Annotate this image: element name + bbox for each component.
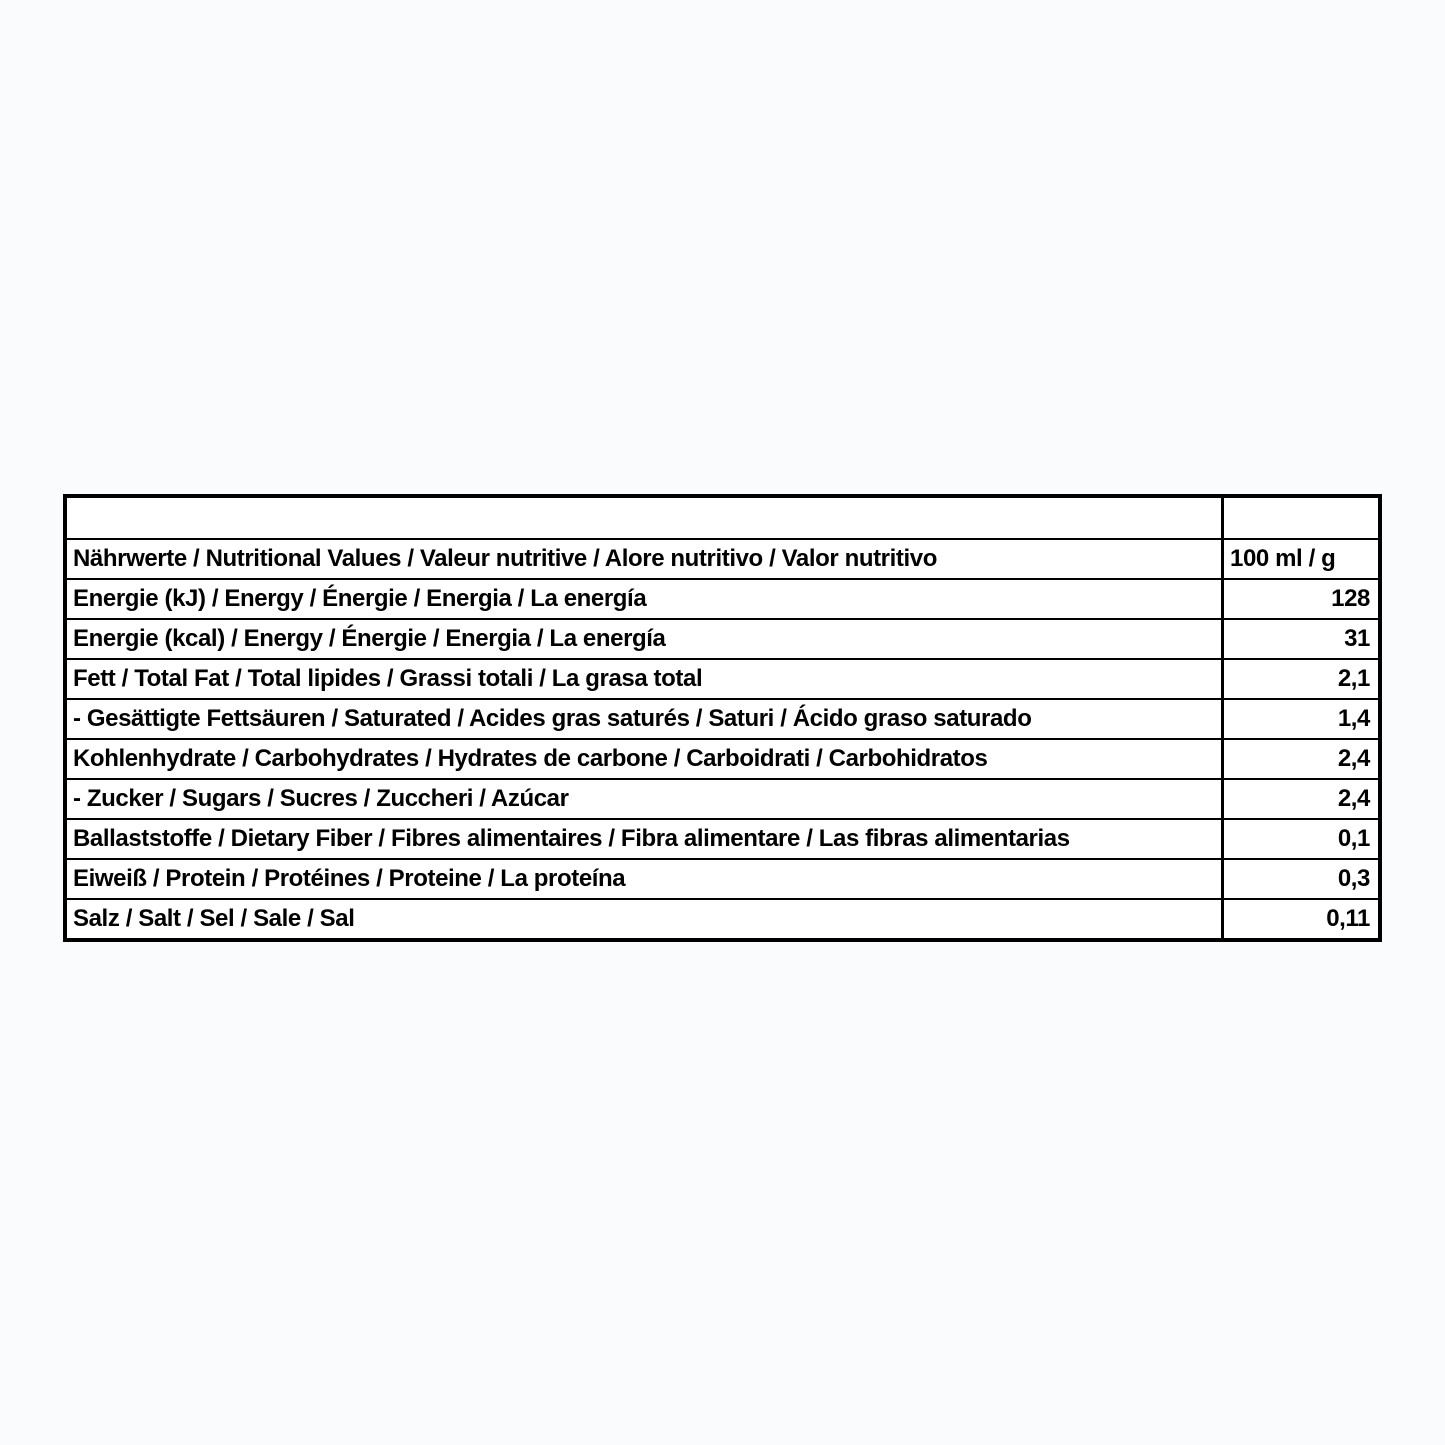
- table-row: [67, 778, 1378, 818]
- table-row: [67, 698, 1378, 738]
- table-header-row: [67, 538, 1378, 578]
- row-label: - Gesättigte Fettsäuren / Saturated / Acides gras saturés / Saturi / Ácido graso saturado: [73, 705, 1032, 732]
- row-value: 2,1: [1221, 660, 1378, 698]
- row-value: 128: [1221, 580, 1378, 618]
- row-label: Salz / Salt / Sel / Sale / Sal: [73, 905, 355, 932]
- row-label: Kohlenhydrate / Carbohydrates / Hydrates de carbone / Carboidrati / Carbohidratos: [73, 745, 988, 772]
- table-row: [67, 818, 1378, 858]
- row-label: Fett / Total Fat / Total lipides / Grassi totali / La grasa total: [73, 665, 703, 692]
- row-value: 1,4: [1221, 700, 1378, 738]
- row-value: 2,4: [1221, 740, 1378, 778]
- row-value: 0,1: [1221, 820, 1378, 858]
- row-value: 2,4: [1221, 780, 1378, 818]
- header-label: Nährwerte / Nutritional Values / Valeur nutritive / Alore nutritivo / Valor nutritivo: [73, 545, 937, 572]
- table-row: [67, 738, 1378, 778]
- table-row: [67, 858, 1378, 898]
- table-row: [67, 898, 1378, 938]
- row-value: 0,11: [1221, 900, 1378, 938]
- row-label: Ballaststoffe / Dietary Fiber / Fibres alimentaires / Fibra alimentare / Las fibras alimentarias: [73, 825, 1070, 852]
- row-value: 31: [1221, 620, 1378, 658]
- row-label: Energie (kJ) / Energy / Énergie / Energia / La energía: [73, 585, 647, 612]
- table-row: [67, 578, 1378, 618]
- row-label: Energie (kcal) / Energy / Énergie / Energia / La energía: [73, 625, 666, 652]
- row-label: - Zucker / Sugars / Sucres / Zuccheri / Azúcar: [73, 785, 569, 812]
- row-value: 0,3: [1221, 860, 1378, 898]
- table-row: [67, 658, 1378, 698]
- empty-header-value-cell: [1221, 498, 1378, 538]
- nutrition-table: [63, 494, 1382, 942]
- unit-header: 100 ml / g: [1221, 540, 1378, 578]
- empty-header-label-cell: [67, 498, 1221, 538]
- empty-header-row: [67, 498, 1378, 538]
- table-row: [67, 618, 1378, 658]
- row-label: Eiweiß / Protein / Protéines / Proteine / La proteína: [73, 865, 626, 892]
